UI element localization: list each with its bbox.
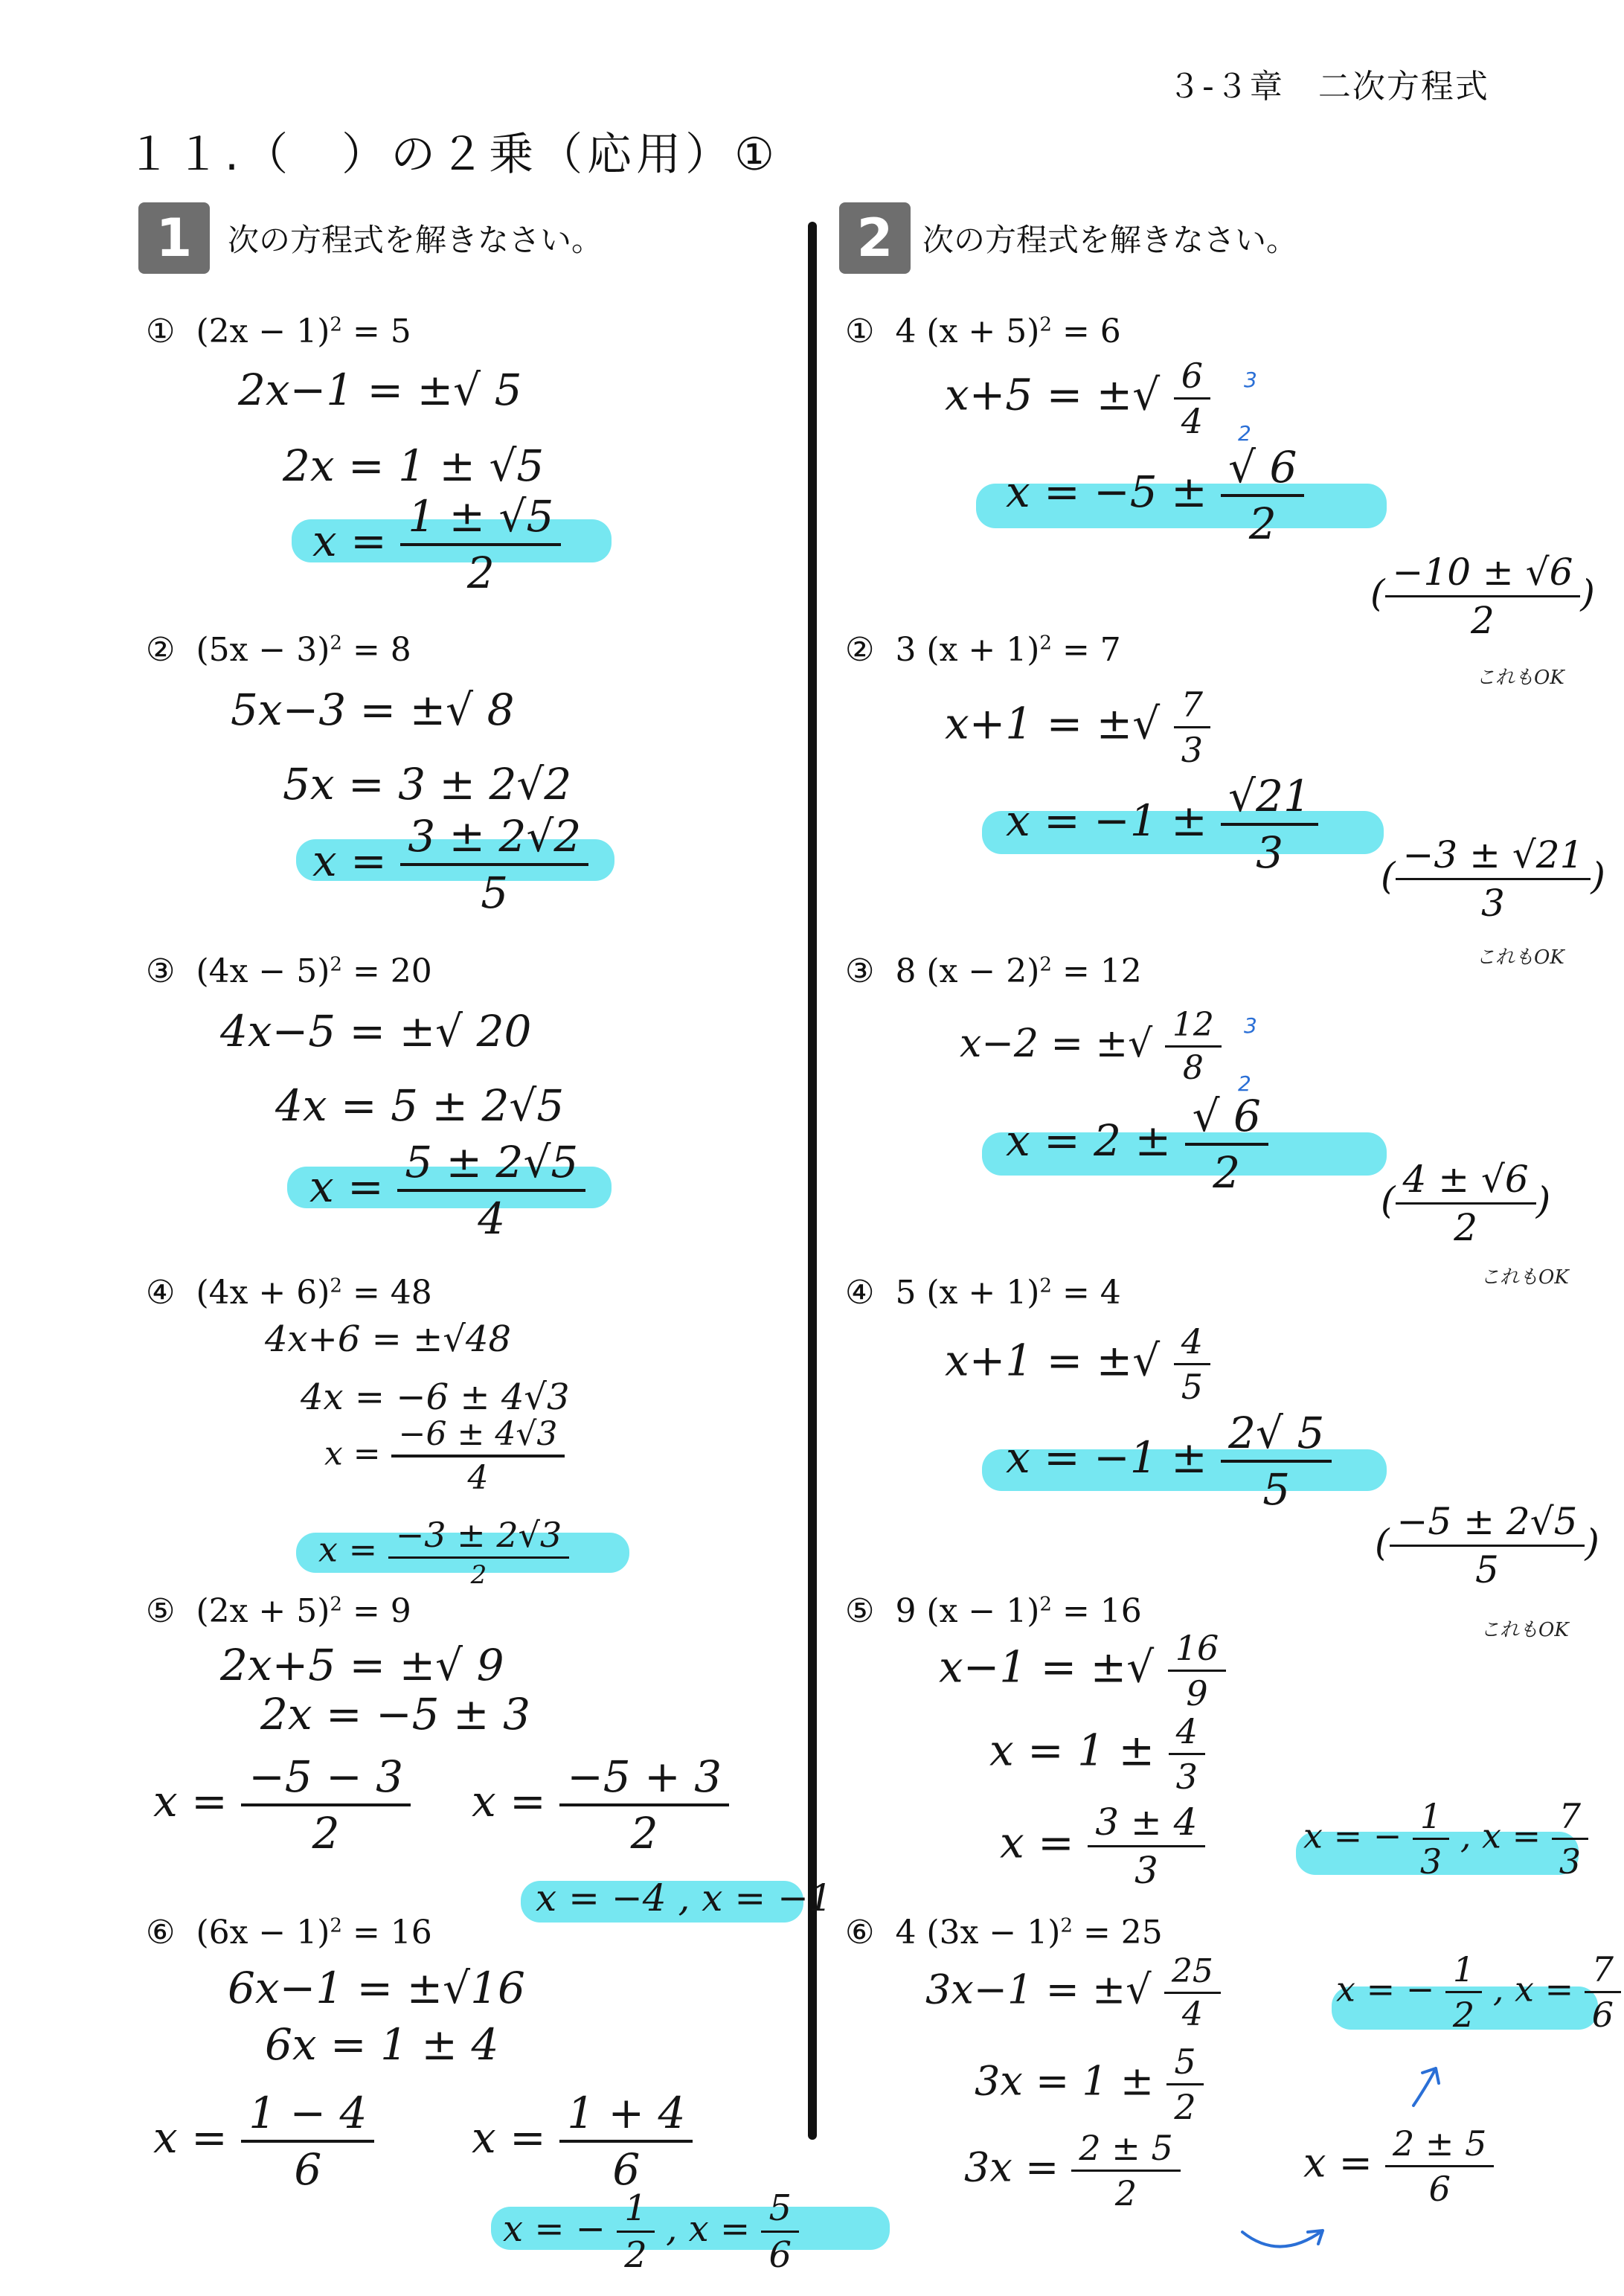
work-1-1-b: 2x = 1 ± √5 — [283, 440, 545, 491]
section-2-instruction: 次の方程式を解きなさい。 — [922, 222, 1298, 258]
problem-1-4: ④ $(4x + 6)^2 = 48$ — [146, 1274, 432, 1312]
work-1-6-b: 6x = 1 ± 4 — [265, 2019, 499, 2070]
work-1-3-a: 4x−5 = ±√ 20 — [220, 1006, 532, 1056]
section-badge-2: 2 — [839, 202, 911, 274]
problem-2-6: ⑥ 4 $(3x - 1)^2 = 25$ — [845, 1914, 1163, 1952]
problem-2-2: ② 3 $(x + 1)^2 = 7$ — [845, 631, 1121, 669]
answer-2-5: x = − $\frac{1}{3}$ , x = $\frac{7}{3}$ — [1303, 1796, 1588, 1882]
problem-1-6: ⑥ $(6x - 1)^2 = 16$ — [146, 1914, 432, 1952]
problem-2-5: ⑤ 9 $(x - 1)^2 = 16$ — [845, 1592, 1142, 1630]
work-2-5-b: x = 1 ± $\frac{4}{3}$ — [989, 1711, 1205, 1797]
page-title: １１.（ ）の２乗（応用）① — [126, 129, 779, 181]
reduced-num: 3 — [1244, 368, 1257, 392]
answer-2-1: x = −5 ± $\frac{√ 6}{2}$ — [1006, 442, 1304, 549]
problem-2-3: ③ 8 $(x - 2)^2 = 12$ — [845, 952, 1142, 990]
reduced-den: 2 — [1238, 1071, 1251, 1096]
work-2-6-d: x = $\frac{2 \pm 5}{6}$ — [1303, 2123, 1494, 2209]
section-badge-1: 1 — [138, 202, 210, 274]
answer-1-2: x = $\frac{3 \pm 2√2}{5}$ — [312, 811, 588, 918]
problem-1-1: ① $(2x - 1)^2 = 5$ — [146, 312, 411, 350]
note-also-ok: これもOK — [1476, 667, 1564, 689]
answer-2-3: x = 2 ± $\frac{√ 6}{2}$ — [1006, 1091, 1268, 1198]
work-1-6-a: 6x−1 = ±√16 — [228, 1963, 525, 2013]
curved-arrow-icon — [1235, 2210, 1339, 2262]
work-2-1-a: x+5 = ±√ $\frac{6}{4}$ — [945, 356, 1210, 441]
problem-1-5: ⑤ $(2x + 5)^2 = 9$ — [146, 1592, 411, 1630]
alt-answer-2-3: ( $\frac{4 \pm √6}{2}$ ) — [1381, 1158, 1551, 1249]
answer-2-6: x = − $\frac{1}{2}$ , x = $\frac{7}{6}$ — [1336, 1949, 1621, 2035]
problem-2-1: ① 4 $(x + 5)^2 = 6$ — [845, 312, 1121, 350]
alt-answer-2-1: ( $\frac{-10 \pm √6}{2}$ ) — [1370, 551, 1595, 642]
answer-1-4: x = $\frac{-3 \pm 2√3}{2}$ — [318, 1515, 569, 1590]
work-1-5-a: 2x+5 = ±√ 9 — [220, 1640, 504, 1690]
note-also-ok: これもOK — [1480, 1266, 1569, 1289]
alt-answer-2-4: ( $\frac{-5 \pm 2√5}{5}$ ) — [1375, 1500, 1599, 1591]
chapter-label: ３-３章 二次方程式 — [1168, 68, 1489, 106]
answer-1-5: x = −4 , x = −1 — [536, 1876, 832, 1920]
answer-2-2: x = −1 ± $\frac{√21}{3}$ — [1006, 771, 1318, 878]
work-2-4-a: x+1 = ±√ $\frac{4}{5}$ — [945, 1321, 1210, 1407]
answer-1-1: x = $\frac{1 \pm √5}{2}$ — [312, 491, 561, 598]
answer-1-6: x = − $\frac{1}{2}$ , x = $\frac{5}{6}$ — [503, 2187, 799, 2276]
alt-answer-2-2: ( $\frac{-3 \pm √21}{3}$ ) — [1381, 833, 1605, 925]
column-divider — [808, 222, 817, 2140]
work-2-5-c: x = $\frac{3 \pm 4}{3}$ — [1000, 1800, 1205, 1892]
reduced-den: 2 — [1238, 421, 1251, 446]
arrow-up-icon — [1406, 2061, 1451, 2113]
work-1-5-b: 2x = −5 ± 3 — [260, 1689, 530, 1739]
answer-1-3: x = $\frac{5 \pm 2√5}{4}$ — [309, 1137, 585, 1244]
note-also-ok: これもOK — [1476, 946, 1564, 969]
work-1-5-c: x = $\frac{-5 - 3}{2}$ — [153, 1751, 411, 1859]
work-2-2-a: x+1 = ±√ $\frac{7}{3}$ — [945, 684, 1210, 770]
problem-1-2: ② $(5x - 3)^2 = 8$ — [146, 631, 411, 669]
work-1-6-c: x = $\frac{1 - 4}{6}$ — [153, 2088, 374, 2195]
reduced-num: 3 — [1244, 1013, 1257, 1038]
problem-1-3: ③ $(4x - 5)^2 = 20$ — [146, 952, 432, 990]
problem-2-4: ④ 5 $(x + 1)^2 = 4$ — [845, 1274, 1121, 1312]
work-1-2-a: 5x−3 = ±√ 8 — [231, 684, 515, 735]
work-1-6-d: x = $\frac{1 + 4}{6}$ — [472, 2088, 693, 2195]
work-1-1-a: 2x−1 = ±√ 5 — [238, 365, 522, 415]
work-2-6-b: 3x = 1 ± $\frac{5}{2}$ — [975, 2042, 1204, 2127]
work-1-2-b: 5x = 3 ± 2√2 — [283, 759, 572, 809]
note-also-ok: これもOK — [1480, 1619, 1569, 1641]
work-1-4-b: 4x = −6 ± 4√3 — [301, 1376, 570, 1418]
work-1-4-c: x = $\frac{-6 \pm 4√3}{4}$ — [324, 1415, 565, 1497]
work-1-5-d: x = $\frac{-5 + 3}{2}$ — [472, 1751, 729, 1859]
work-1-4-a: 4x+6 = ±√48 — [265, 1318, 511, 1360]
work-2-6-c: 3x = $\frac{2 \pm 5}{2}$ — [964, 2128, 1181, 2213]
answer-2-4: x = −1 ± $\frac{2√ 5}{5}$ — [1006, 1408, 1332, 1515]
work-2-5-a: x−1 = ±√ $\frac{16}{9}$ — [939, 1628, 1226, 1713]
work-1-3-b: 4x = 5 ± 2√5 — [275, 1080, 565, 1131]
section-1-instruction: 次の方程式を解きなさい。 — [228, 222, 603, 258]
work-2-6-a: 3x−1 = ±√ $\frac{25}{4}$ — [925, 1952, 1221, 2033]
work-2-3-a: x−2 = ±√ $\frac{12}{8}$ — [960, 1006, 1222, 1087]
